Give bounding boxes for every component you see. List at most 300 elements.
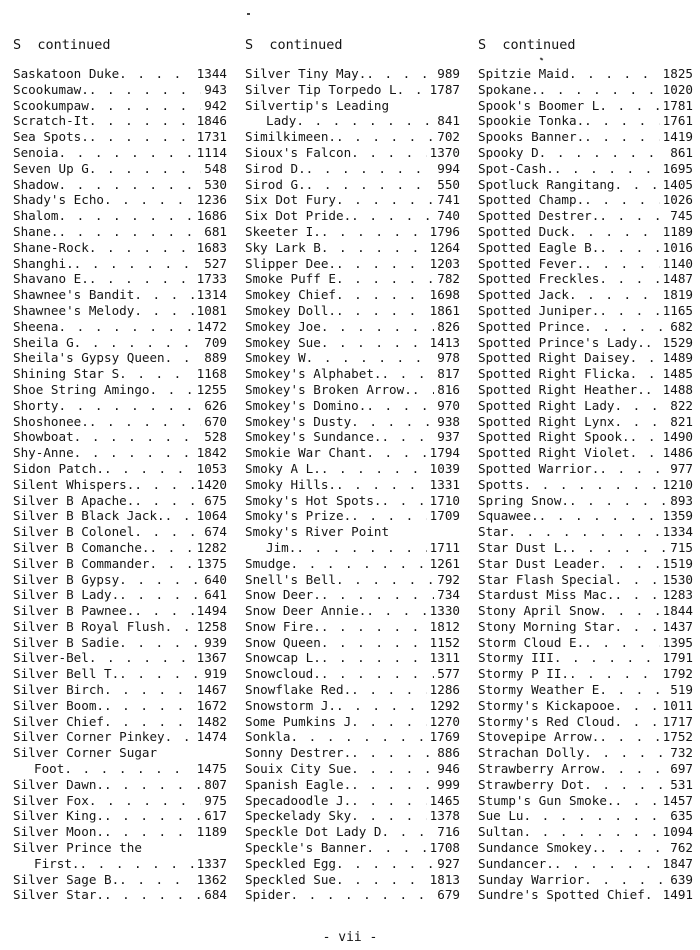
entry-name: Silver B Gypsy (13, 571, 120, 587)
entry-name: Silver Tiny May. (245, 66, 367, 81)
entry-name: Smudge (245, 555, 291, 571)
entry-number: 641 (204, 587, 227, 603)
entry-number: 821 (670, 413, 693, 429)
dot-leader (569, 224, 660, 240)
dot-leader (539, 145, 668, 161)
dot-leader (104, 808, 201, 824)
entry-number: 975 (204, 792, 227, 808)
index-entry (478, 129, 693, 145)
entry-number: 1419 (662, 129, 693, 145)
entry-number: 841 (437, 113, 460, 129)
dot-leader (336, 192, 434, 208)
entry-name: Spot-Cash. (478, 160, 554, 176)
entry-name: Six Dot Fury (245, 192, 336, 208)
dot-leader (119, 872, 194, 888)
index-entry (478, 824, 693, 840)
entry-number: 1114 (196, 144, 227, 160)
entry-name: Slipper Dee. (245, 255, 336, 271)
entry-name: Speckled Sue (245, 871, 336, 887)
entry-name: Stardust Miss Mac. (478, 587, 615, 603)
entry-number: 1474 (196, 729, 227, 745)
dot-leader (119, 666, 201, 682)
entry-number: 1486 (662, 445, 693, 461)
entry-number: 1487 (662, 271, 693, 287)
entry-number: 734 (437, 587, 460, 603)
entry-number: 1847 (662, 855, 693, 871)
entry-number: 1264 (429, 239, 460, 255)
entry-name: Speckle's Banner (245, 840, 367, 856)
entry-number: 1344 (196, 66, 227, 81)
index-entry (245, 82, 460, 98)
entry-name: Silver-Bel (13, 650, 89, 666)
dot-leader (614, 398, 667, 414)
entry-number: 999 (437, 776, 460, 792)
dot-leader (599, 682, 667, 698)
dot-leader (134, 603, 193, 619)
entry-name: Silver B Pawnee. (13, 603, 135, 619)
index-entry (245, 714, 460, 730)
index-entry (13, 572, 227, 588)
index-entry (245, 856, 460, 872)
entry-name: Some Pumkins J (245, 713, 352, 729)
dot-leader (104, 887, 201, 903)
entry-number: 1283 (662, 587, 693, 603)
dot-leader (630, 445, 660, 461)
entry-number: 519 (670, 682, 693, 698)
entry-number: 548 (204, 160, 227, 176)
index-entry (245, 145, 460, 161)
entry-name: Snowcap L. (245, 650, 321, 666)
entry-number: 1791 (662, 650, 693, 666)
dot-leader (119, 366, 194, 382)
entry-number: 1370 (429, 144, 460, 160)
entry-number: 1314 (196, 287, 227, 303)
index-entry (478, 429, 693, 445)
dot-leader (89, 161, 201, 177)
index-entry (478, 840, 693, 856)
dot-leader (59, 145, 194, 161)
entry-number: 1330 (429, 603, 460, 619)
entry-number: 1819 (662, 287, 693, 303)
entry-number: 1420 (196, 476, 227, 492)
entry-number: 681 (204, 223, 227, 239)
entry-number: 1270 (429, 713, 460, 729)
dot-leader (599, 271, 659, 287)
dot-leader (59, 177, 202, 193)
entry-name: Spotted Freckles (478, 271, 600, 287)
index-entry (478, 650, 693, 666)
index-entry (13, 271, 227, 287)
index-entry (245, 872, 460, 888)
index-entry (478, 366, 693, 382)
entry-number: 682 (670, 318, 693, 334)
index-entry (13, 161, 227, 177)
entry-name: Snell's Bell (245, 571, 336, 587)
dot-leader (321, 240, 427, 256)
dot-leader (296, 540, 426, 556)
entry-name: Jim. (266, 539, 297, 555)
column-header: S continued (13, 37, 111, 53)
entry-name: Silver B Black Jack. (13, 508, 165, 524)
dot-leader (584, 319, 667, 335)
dot-leader (104, 192, 194, 208)
dot-leader (119, 587, 201, 603)
entry-number: 782 (437, 271, 460, 287)
entry-number: 1437 (662, 618, 693, 634)
index-entry (245, 793, 460, 809)
entry-number: 1794 (429, 445, 460, 461)
index-entry (245, 619, 460, 635)
dot-leader (306, 161, 435, 177)
index-entry (478, 477, 693, 493)
entry-number: 1711 (429, 539, 460, 555)
entry-list (13, 66, 227, 903)
dot-leader (59, 319, 194, 335)
entry-number: 977 (670, 460, 693, 476)
entry-name: Shady's Echo (13, 192, 104, 208)
entry-name: Strawberry Arrow (478, 761, 600, 777)
index-entry (478, 777, 693, 793)
dot-leader (74, 445, 194, 461)
entry-number: 978 (437, 350, 460, 366)
index-entry (245, 761, 460, 777)
entry-name: Shadow (13, 176, 59, 192)
entry-name: Skeeter I. (245, 223, 321, 239)
dot-leader (296, 113, 434, 129)
scan-speck (247, 13, 250, 15)
entry-number: 715 (670, 539, 693, 555)
entry-number: 989 (437, 66, 460, 81)
dot-leader (336, 872, 427, 888)
entry-name: Snowstorm J. (245, 697, 336, 713)
index-entry (245, 398, 460, 414)
index-entry (13, 98, 227, 114)
entry-number: 893 (670, 492, 693, 508)
entry-number: 528 (204, 429, 227, 445)
entry-number: 1485 (662, 366, 693, 382)
index-entry (478, 856, 693, 872)
entry-number: 1695 (662, 160, 693, 176)
entry-name: Spooky D (478, 144, 539, 160)
dot-leader (614, 714, 659, 730)
entry-number: 1152 (429, 634, 460, 650)
entry-number: 1094 (662, 824, 693, 840)
dot-leader (366, 603, 426, 619)
index-entry (13, 113, 227, 129)
dot-leader (599, 461, 667, 477)
entry-number: 670 (204, 413, 227, 429)
dot-leader (89, 82, 201, 98)
entry-name: Spotted Right Spook. (478, 429, 630, 445)
dot-leader (599, 603, 659, 619)
entry-number: 1203 (429, 255, 460, 271)
entry-name: Silver Star. (13, 887, 104, 903)
entry-name: Sundre's Spotted Chief (478, 887, 645, 903)
index-entry (13, 714, 227, 730)
index-entry (13, 382, 227, 398)
entry-name: Silver B Colonel (13, 524, 135, 540)
entry-number: 1465 (429, 792, 460, 808)
dot-leader (599, 761, 667, 777)
index-entry (478, 350, 693, 366)
dot-leader (554, 856, 660, 872)
index-entry (13, 445, 227, 461)
entry-name: Spookie Tonka. (478, 113, 585, 129)
entry-name: Smokey W (245, 350, 306, 366)
index-entry (245, 66, 460, 82)
index-entry (478, 587, 693, 603)
entry-number: 639 (670, 871, 693, 887)
index-entry (13, 887, 227, 903)
dot-leader (584, 129, 660, 145)
entry-name: Smoky's Prize. (245, 508, 352, 524)
entry-name: Foot (34, 761, 65, 777)
entry-name: Stony April Snow (478, 603, 600, 619)
index-entry (13, 177, 227, 193)
index-entry (13, 66, 227, 82)
entry-name: Snowflake Red. (245, 682, 352, 698)
entry-number: 1026 (662, 192, 693, 208)
entry-name: Snowcloud. (245, 666, 321, 682)
index-entry (13, 192, 227, 208)
entry-number: 1311 (429, 650, 460, 666)
entry-number: 994 (437, 160, 460, 176)
dot-leader (321, 335, 427, 351)
index-entry (478, 540, 693, 556)
index-entry (478, 177, 693, 193)
entry-number: 716 (437, 824, 460, 840)
dot-leader (119, 66, 194, 82)
entry-number: 816 (437, 381, 460, 397)
entry-name: Star Flash Special (478, 571, 615, 587)
dot-leader (584, 745, 667, 761)
entry-name: Smokey's Alphabet. (245, 366, 382, 382)
index-entry (478, 793, 693, 809)
entry-number: 970 (437, 397, 460, 413)
dot-leader (74, 335, 202, 351)
entry-name: Silver Boom. (13, 697, 104, 713)
dot-leader (336, 698, 427, 714)
entry-name: Star Dust Leader (478, 555, 600, 571)
dot-leader (59, 398, 202, 414)
dot-leader (104, 714, 194, 730)
index-entry (13, 824, 227, 840)
entry-number: 675 (204, 492, 227, 508)
entry-name: Spook's Boomer L (478, 97, 600, 113)
entry-name: Silver B Comanche. (13, 539, 150, 555)
index-entry (13, 650, 227, 666)
entry-name: Silver Corner Sugar (13, 745, 158, 761)
entry-name: Shanghi. (13, 255, 74, 271)
dot-leader (64, 761, 193, 777)
entry-number: 1686 (196, 208, 227, 224)
dot-leader (614, 793, 659, 809)
entry-name: Silver Fox (13, 792, 89, 808)
dot-leader (149, 382, 193, 398)
entry-name: Lady (266, 113, 297, 129)
entry-number: 1457 (662, 792, 693, 808)
index-entry (13, 745, 227, 761)
dot-leader (306, 350, 435, 366)
index-entry (245, 429, 460, 445)
entry-name: Smoke Puff E (245, 271, 336, 287)
index-entry (478, 82, 693, 98)
index-entry (13, 587, 227, 603)
entry-name: First. (34, 855, 80, 871)
entry-number: 527 (204, 255, 227, 271)
dot-leader (599, 240, 659, 256)
entry-number: 1494 (196, 603, 227, 619)
index-entry (13, 603, 227, 619)
dot-leader (569, 66, 660, 82)
entry-number: 807 (204, 776, 227, 792)
dot-leader (366, 445, 426, 461)
index-entry (478, 729, 693, 745)
dot-leader (104, 777, 201, 793)
dot-leader (599, 840, 667, 856)
dot-leader (119, 635, 201, 651)
entry-name: Spotted Right Daisey (478, 350, 630, 366)
index-entry (13, 319, 227, 335)
index-entry (245, 729, 460, 745)
entry-number: 1334 (662, 524, 693, 540)
entry-name: Snow Fire. (245, 618, 321, 634)
dot-leader (614, 698, 659, 714)
entry-name: Stony Morning Star (478, 618, 615, 634)
index-entry (478, 508, 693, 524)
dot-leader (306, 177, 435, 193)
entry-name: Sunday Warrior (478, 871, 585, 887)
entry-number: 919 (204, 666, 227, 682)
index-entry (245, 666, 460, 682)
entry-number: 822 (670, 397, 693, 413)
dot-leader (336, 256, 427, 272)
dot-leader (524, 824, 660, 840)
entry-name: Stormy Weather E (478, 682, 600, 698)
entry-number: 1255 (196, 381, 227, 397)
entry-name: Smokey's Domino. (245, 397, 367, 413)
entry-name: Speckle Dot Lady D (245, 824, 382, 840)
dot-leader (291, 556, 427, 572)
entry-name: Sheena (13, 318, 59, 334)
entry-number: 1165 (662, 302, 693, 318)
index-entry (13, 619, 227, 635)
index-entry (478, 208, 693, 224)
entry-number: 889 (204, 350, 227, 366)
index-entry (13, 398, 227, 414)
dot-leader (539, 82, 660, 98)
entry-number: 1362 (196, 871, 227, 887)
entry-number: 1861 (429, 302, 460, 318)
index-entry (245, 350, 460, 366)
entry-name: Smokey Joe (245, 318, 321, 334)
dot-leader (89, 98, 201, 114)
index-entry (245, 493, 460, 509)
dot-leader (74, 256, 202, 272)
index-entry (478, 66, 693, 82)
index-entry (245, 319, 460, 335)
index-entry (13, 82, 227, 98)
entry-name: Shy-Anne (13, 445, 74, 461)
dot-leader (584, 256, 660, 272)
index-entry (245, 161, 460, 177)
entry-name: Silvertip's Leading (245, 97, 390, 113)
index-entry (478, 240, 693, 256)
entry-number: 697 (670, 761, 693, 777)
entry-name: Smokie War Chant (245, 445, 367, 461)
entry-list (478, 66, 693, 903)
entry-number: 1375 (196, 555, 227, 571)
index-entry (245, 335, 460, 351)
index-entry (478, 493, 693, 509)
dot-leader (104, 682, 194, 698)
dot-leader (366, 398, 434, 414)
dot-leader (89, 650, 194, 666)
entry-number: 1168 (196, 366, 227, 382)
index-entry (478, 666, 693, 682)
entry-name: Sonny Destrer. (245, 745, 352, 761)
entry-name: Shoe String Amingo (13, 381, 150, 397)
entry-number: 530 (204, 176, 227, 192)
entry-name: Smokey's Broken Arrow. (245, 381, 412, 397)
entry-name: Scookumaw. (13, 81, 89, 97)
dot-leader (321, 587, 434, 603)
entry-number: 679 (437, 887, 460, 903)
dot-leader (104, 824, 194, 840)
entry-number: 577 (437, 666, 460, 682)
index-entry (13, 540, 227, 556)
entry-name: Spotted Duck (478, 223, 569, 239)
index-entry (478, 398, 693, 414)
entry-number: 1292 (429, 697, 460, 713)
dot-leader (80, 856, 194, 872)
entry-name: Silver B Lady. (13, 587, 120, 603)
entry-number: 1189 (196, 824, 227, 840)
dot-leader (134, 287, 193, 303)
entry-number: 826 (437, 318, 460, 334)
entry-number: 1519 (662, 555, 693, 571)
dot-leader (134, 303, 193, 319)
index-entry (245, 303, 460, 319)
index-entry (478, 161, 693, 177)
entry-name: Seven Up G (13, 160, 89, 176)
index-entry (245, 508, 460, 524)
entry-number: 1491 (662, 887, 693, 903)
entry-number: 732 (670, 745, 693, 761)
dot-leader (351, 793, 427, 809)
index-entry (478, 335, 693, 351)
dot-leader (89, 129, 194, 145)
dot-leader (508, 524, 659, 540)
index-entry-continuation (13, 856, 227, 872)
entry-name: Spooks Banner. (478, 129, 585, 145)
entry-name: Silver Bell T. (13, 666, 120, 682)
index-entry (245, 635, 460, 651)
entry-name: Strachan Dolly (478, 745, 585, 761)
entry-name: Spotted Warrior. (478, 460, 600, 476)
entry-name: Saskatoon Duke (13, 66, 120, 81)
entry-name: Stovepipe Arrow. (478, 729, 600, 745)
entry-number: 1467 (196, 682, 227, 698)
entry-number: 740 (437, 208, 460, 224)
dot-leader (165, 619, 194, 635)
entry-name: Spotted Jack (478, 287, 569, 303)
dot-leader (134, 524, 201, 540)
index-entry (245, 271, 460, 287)
entry-name: Spring Snow. (478, 492, 569, 508)
entry-number: 1708 (429, 840, 460, 856)
entry-number: 1337 (196, 855, 227, 871)
